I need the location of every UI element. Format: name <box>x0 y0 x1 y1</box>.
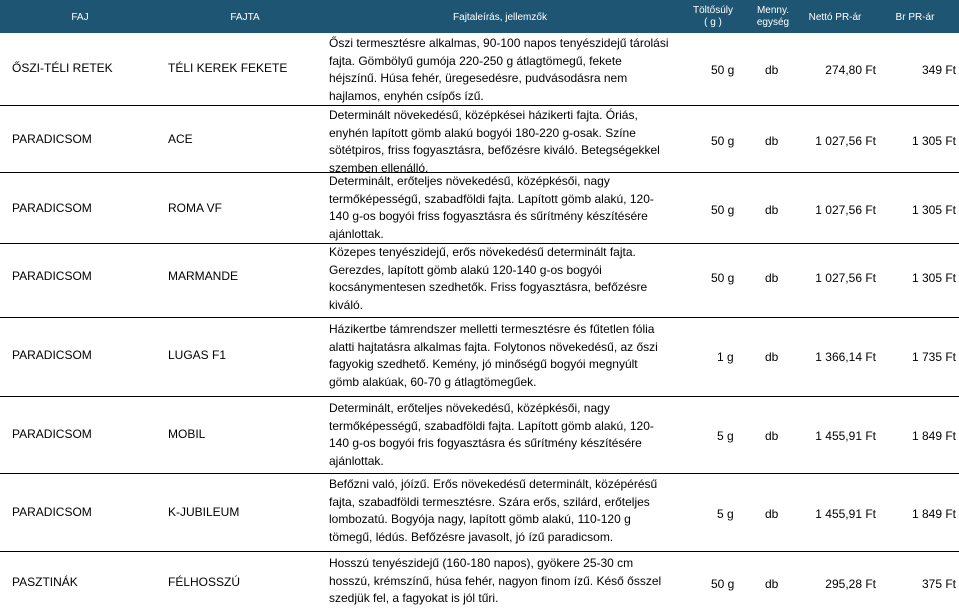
row-divider <box>0 473 959 474</box>
header-description: Fajtaleírás, jellemzők <box>453 12 547 23</box>
row-0-variety: TÉLI KEREK FEKETE <box>168 61 288 75</box>
row-0-net-price: 274,80 Ft <box>825 63 876 77</box>
row-7-variety: FÉLHOSSZÚ <box>168 575 241 589</box>
header-weight-line2: ( g ) <box>704 17 722 28</box>
header-faj: FAJ <box>71 12 89 23</box>
header-net-price: Nettó PR-ár <box>808 12 862 23</box>
table-header <box>0 0 959 33</box>
row-3-gross-price: 1 305 Ft <box>911 271 956 285</box>
header-fajta: FAJTA <box>230 12 260 23</box>
row-1-weight: 50 g <box>711 134 735 148</box>
row-2-variety: ROMA VF <box>168 201 223 215</box>
row-1-unit: db <box>765 134 779 148</box>
row-4-net-price: 1 366,14 Ft <box>815 350 876 364</box>
row-5-net-price: 1 455,91 Ft <box>815 429 876 443</box>
row-0-description: Őszi termesztésre alkalmas, 90-100 napos tenyészidejű tárolási fajta. Gömbölyű gumója 220-250 g átlagtömegű, fekete héjszínű. Húsa fehér, üregesedésre, pudvásodásra nem hajlamos, enyhén csípős ízű. <box>329 36 669 103</box>
row-5-gross-price: 1 849 Ft <box>911 429 956 443</box>
row-6-variety: K-JUBILEUM <box>168 505 240 519</box>
header-weight-line1: Töltősúly <box>692 5 733 16</box>
row-1-description: Determinált növekedésű, középkései házikerti fajta. Óriás, enyhén lapított gömb alakú bogyói 180-220 g-osak. Színe sötétpiros, friss fogyasztásra, befőzésre kiváló. Betegségekkel szemben ellenálló. <box>329 108 660 175</box>
row-7-gross-price: 375 Ft <box>921 577 956 591</box>
row-1-variety: ACE <box>168 132 193 146</box>
header-gross-price: Br PR-ár <box>895 12 935 23</box>
row-6-weight: 5 g <box>717 507 734 521</box>
row-2-species: PARADICSOM <box>12 201 92 215</box>
row-0-species: ŐSZI-TÉLI RETEK <box>12 61 113 75</box>
header-unit-line2: egység <box>756 17 790 28</box>
row-3-net-price: 1 027,56 Ft <box>815 271 876 285</box>
row-7-weight: 50 g <box>711 577 735 591</box>
row-6-unit: db <box>765 507 779 521</box>
row-divider <box>0 396 959 397</box>
row-3-species: PARADICSOM <box>12 269 92 283</box>
row-5-weight: 5 g <box>717 429 734 443</box>
row-4-unit: db <box>765 350 779 364</box>
row-0-gross-price: 349 Ft <box>921 63 956 77</box>
row-1-net-price: 1 027,56 Ft <box>815 134 876 148</box>
row-4-gross-price: 1 735 Ft <box>911 350 956 364</box>
row-0-unit: db <box>765 63 779 77</box>
row-6-description: Befőzni való, jóízű. Erős növekedésű determinált, középérésű fajta, szabadföldi termesztésre. Szára erős, szilárd, erőteljes lombozatú. Bogyója nagy, lapított gömb alakú, 110-120 g tömegű, lédús. Befőzésre javasolt, jó ízű paradicsom. <box>329 477 658 544</box>
row-3-unit: db <box>765 271 779 285</box>
row-4-description: Házikertbe támrendszer melletti termesztésre és fűtetlen fólia alatti hajtatásra alkalmas fajta. Folytonos növekedésű, az őszi fagyokig szedhető. Kemény, jó minőségű bogyói megnyúlt gömb alakúak, 60-70 g átlagtömegűek. <box>329 322 658 389</box>
row-2-description: Determinált, erőteljes növekedésű, középkésői, nagy termőképességű, szabadföldi fajta. Lapított gömb alakú, 120-140 g-os bogyói friss fogyasztásra és sűrítmény készítésére ajánlottak. <box>329 174 654 241</box>
row-2-gross-price: 1 305 Ft <box>911 203 956 217</box>
row-2-weight: 50 g <box>711 203 735 217</box>
row-3-variety: MARMANDE <box>168 269 239 283</box>
row-5-description: Determinált, erőteljes növekedésű, középkésői, nagy termőképességű, szabadföldi fajta. Lapított gömb alakú, 120-140 g-os bogyói fris fogyasztásra és sűrítmény készítésére ajánlottak. <box>329 401 654 468</box>
row-7-unit: db <box>765 577 779 591</box>
row-6-species: PARADICSOM <box>12 505 92 519</box>
row-7-net-price: 295,28 Ft <box>825 577 876 591</box>
header-unit-line1: Menny. <box>756 5 790 16</box>
row-divider <box>0 105 959 106</box>
row-4-weight: 1 g <box>717 350 734 364</box>
row-divider <box>0 551 959 552</box>
row-7-description: Hosszú tenyészidejű (160-180 napos), gyökere 25-30 cm hosszú, krémszínű, húsa fehér, nagyon finom ízű. Késő ősszel szedjük fel, a fagyokat is jól tűri. <box>329 556 662 606</box>
row-5-species: PARADICSOM <box>12 427 92 441</box>
row-5-variety: MOBIL <box>168 427 206 441</box>
row-6-gross-price: 1 849 Ft <box>911 507 956 521</box>
row-4-species: PARADICSOM <box>12 348 92 362</box>
row-0-weight: 50 g <box>711 63 735 77</box>
row-6-net-price: 1 455,91 Ft <box>815 507 876 521</box>
row-4-variety: LUGAS F1 <box>168 348 227 362</box>
row-1-gross-price: 1 305 Ft <box>911 134 956 148</box>
row-2-unit: db <box>765 203 779 217</box>
row-5-unit: db <box>765 429 779 443</box>
row-3-description: Közepes tenyészidejű, erős növekedésű determinált fajta. Gerezdes, lapított gömb alakú 120-140 g-os bogyói kocsánymentesen szedhetők. Friss fogyasztásra, befőzésre kiváló. <box>329 245 648 312</box>
row-7-species: PASZTINÁK <box>12 575 78 589</box>
row-3-weight: 50 g <box>711 271 735 285</box>
row-divider <box>0 317 959 318</box>
row-2-net-price: 1 027,56 Ft <box>815 203 876 217</box>
row-1-species: PARADICSOM <box>12 132 92 146</box>
